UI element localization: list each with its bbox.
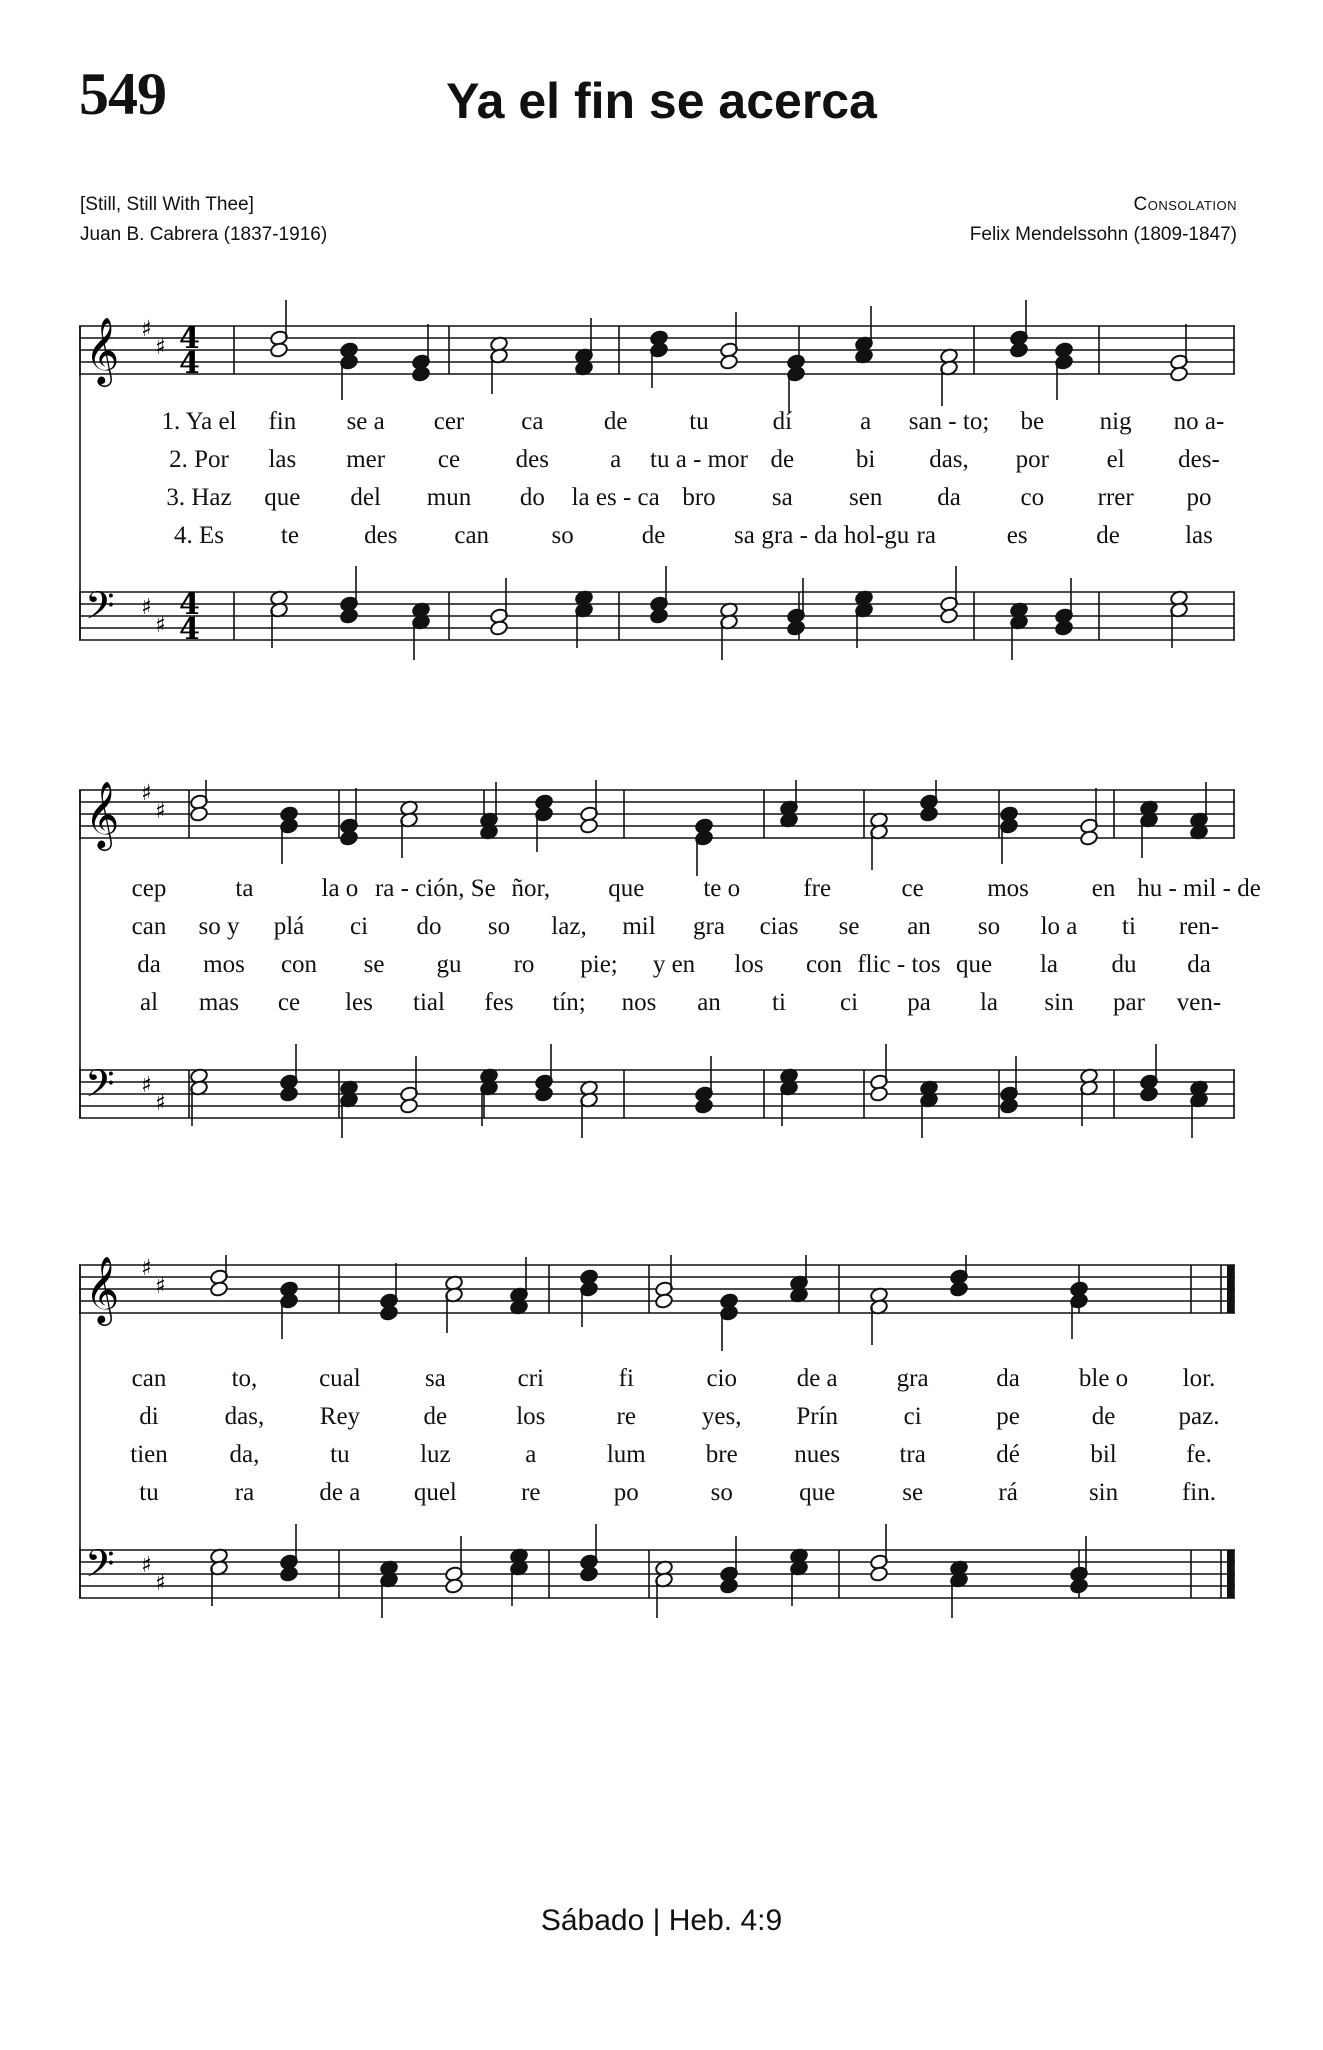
sharp-icon: ♯ bbox=[155, 613, 166, 638]
sharp-icon: ♯ bbox=[141, 781, 152, 806]
lyric-syllable: so bbox=[551, 522, 574, 549]
lyric-syllable: di bbox=[139, 1403, 159, 1430]
sharp-icon: ♯ bbox=[141, 317, 152, 342]
lyric-syllable: ti bbox=[772, 989, 786, 1016]
lyric-syllable: re bbox=[521, 1479, 541, 1506]
sharp-icon: ♯ bbox=[155, 799, 166, 824]
note-head bbox=[489, 620, 508, 637]
verse-3-line bbox=[79, 951, 1235, 987]
note-head bbox=[399, 1098, 418, 1115]
note-head bbox=[999, 1098, 1018, 1115]
note-head bbox=[1054, 620, 1073, 637]
lyric-syllable: ti bbox=[1122, 913, 1136, 940]
original-tune-title: [Still, Still With Thee] bbox=[80, 194, 254, 215]
hymn-title: Ya el fin se acerca bbox=[446, 73, 877, 129]
lyric-syllable: ñor, bbox=[511, 875, 551, 902]
lyric-syllable: les bbox=[345, 989, 373, 1016]
lyric-syllable: Prín bbox=[796, 1403, 839, 1430]
sharp-icon: ♯ bbox=[155, 1571, 166, 1596]
lyric-syllable: ren- bbox=[1178, 913, 1220, 940]
lyric-syllable: fi bbox=[618, 1365, 634, 1392]
lyric-syllable: da bbox=[1187, 951, 1211, 978]
note-head bbox=[579, 818, 598, 835]
composer-credit: Felix Mendelssohn (1809-1847) bbox=[969, 224, 1237, 245]
lyric-syllable: ce bbox=[901, 875, 924, 902]
lyric-syllable: que bbox=[955, 951, 993, 978]
lyric-syllable: des- bbox=[1178, 446, 1220, 473]
lyric-syllable: de bbox=[1091, 1403, 1116, 1430]
lyric-syllable: des bbox=[515, 446, 549, 473]
sharp-icon: ♯ bbox=[141, 595, 152, 620]
lyric-syllable: ci bbox=[839, 989, 859, 1016]
treble-clef-icon: 𝄞 bbox=[85, 1255, 120, 1323]
lyric-syllable: la o bbox=[321, 875, 359, 902]
lyric-syllable: flic - tos bbox=[857, 951, 941, 978]
lyric-syllable: ven- bbox=[1176, 989, 1222, 1016]
sharp-icon: ♯ bbox=[155, 1274, 166, 1299]
hymn-number: 549 bbox=[79, 61, 166, 127]
lyric-syllable: con bbox=[280, 951, 318, 978]
note-head bbox=[379, 1305, 398, 1322]
lyric-syllable: ta bbox=[235, 875, 254, 902]
lyric-syllable: sin bbox=[1044, 989, 1074, 1016]
note-head bbox=[939, 608, 958, 625]
lyric-syllable: a bbox=[525, 1441, 537, 1468]
music-system-2 bbox=[79, 780, 1261, 1160]
lyric-syllable: no a- bbox=[1173, 408, 1225, 435]
lyric-syllable: de bbox=[603, 408, 628, 435]
lyric-syllable: da, bbox=[229, 1441, 260, 1468]
bass-clef-icon: 𝄢 bbox=[85, 583, 115, 637]
verse-4-line bbox=[79, 989, 1235, 1025]
lyric-syllable: de bbox=[641, 522, 666, 549]
time-signature-top: 4 bbox=[179, 587, 200, 622]
sharp-icon: ♯ bbox=[141, 1073, 152, 1098]
lyric-syllable: des bbox=[364, 522, 398, 549]
verse-2-line bbox=[79, 1403, 1235, 1439]
note-head bbox=[269, 342, 288, 359]
note-head bbox=[1139, 1086, 1158, 1103]
note-head bbox=[869, 1086, 888, 1103]
note-head bbox=[339, 830, 358, 847]
lyric-syllable: tín; bbox=[552, 989, 586, 1016]
lyric-syllable: cep bbox=[131, 875, 167, 902]
lyric-syllable: quel bbox=[413, 1479, 457, 1506]
lyric-syllable: da bbox=[137, 951, 161, 978]
lyric-syllable: la bbox=[1039, 951, 1059, 978]
lyric-syllable: nues bbox=[794, 1441, 841, 1468]
note-head bbox=[1079, 830, 1098, 847]
lyric-syllable: tu bbox=[330, 1441, 350, 1468]
lyric-syllable: nos bbox=[621, 989, 657, 1016]
lyric-syllable: a bbox=[610, 446, 622, 473]
lyric-syllable: plá bbox=[273, 913, 305, 940]
lyric-syllable: hu - mil - de bbox=[1137, 875, 1261, 902]
lyric-syllable: fre bbox=[803, 875, 832, 902]
lyric-syllable: del bbox=[350, 484, 381, 511]
lyric-syllable: de a bbox=[319, 1479, 361, 1506]
final-bar-line bbox=[1227, 1550, 1234, 1598]
lyric-syllable: be bbox=[1020, 408, 1045, 435]
lyric-syllable: tu bbox=[139, 1479, 159, 1506]
note-head bbox=[444, 1578, 463, 1595]
lyric-syllable: da bbox=[996, 1365, 1020, 1392]
lyric-syllable: ci bbox=[903, 1403, 922, 1430]
lyric-syllable: so bbox=[710, 1479, 733, 1506]
verse-4-line bbox=[79, 522, 1235, 558]
lyric-syllable: tial bbox=[413, 989, 445, 1016]
lyric-syllable: sa bbox=[734, 522, 755, 549]
note-head bbox=[1009, 342, 1028, 359]
lyric-syllable: an bbox=[907, 913, 931, 940]
lyric-syllable: pa bbox=[907, 989, 931, 1016]
lyric-syllable: es bbox=[1006, 522, 1028, 549]
lyric-syllable: ra bbox=[234, 1479, 255, 1506]
note-head bbox=[719, 354, 738, 371]
lyric-syllable: laz, bbox=[551, 913, 587, 940]
lyric-syllable: ra bbox=[916, 522, 936, 549]
verse-3-line bbox=[79, 1441, 1235, 1477]
lyric-syllable: cias bbox=[759, 913, 799, 940]
note-head bbox=[279, 1566, 298, 1583]
lyric-syllable: se bbox=[363, 951, 385, 978]
lyric-syllable: so y bbox=[198, 913, 240, 940]
lyric-syllable: rá bbox=[998, 1479, 1018, 1506]
lyric-syllable: sen bbox=[848, 484, 883, 511]
lyric-syllable: fin. bbox=[1181, 1479, 1217, 1506]
credits-right bbox=[970, 190, 1237, 250]
lyric-syllable: nig bbox=[1099, 408, 1132, 435]
note-head bbox=[919, 806, 938, 823]
lyric-syllable: ra - ción, Se bbox=[374, 875, 496, 902]
lyric-syllable: luz bbox=[420, 1441, 451, 1468]
lyric-syllable: par bbox=[1113, 989, 1145, 1016]
lyric-syllable: ro bbox=[513, 951, 535, 978]
verse-2-line bbox=[79, 913, 1235, 949]
note-head bbox=[411, 366, 430, 383]
verse-1-line bbox=[79, 1365, 1235, 1401]
lyric-syllable: gra bbox=[896, 1365, 929, 1392]
lyric-syllable: lo a bbox=[1040, 913, 1078, 940]
lyric-syllable: y en bbox=[652, 951, 696, 978]
verse-1-line bbox=[79, 875, 1261, 911]
note-head bbox=[339, 608, 358, 625]
lyric-syllable: bre bbox=[705, 1441, 738, 1468]
lyric-syllable: das, bbox=[224, 1403, 265, 1430]
footer-reference: Sábado | Heb. 4:9 bbox=[540, 1904, 783, 1937]
lyric-syllable: fe. bbox=[1186, 1441, 1212, 1468]
lyric-syllable: de a bbox=[796, 1365, 838, 1392]
lyric-syllable: 1. Ya el bbox=[161, 408, 237, 435]
treble-clef-icon: 𝄞 bbox=[85, 780, 120, 848]
lyric-syllable: los bbox=[516, 1403, 546, 1430]
verse-2-line bbox=[79, 446, 1235, 482]
lyric-syllable: to, bbox=[231, 1365, 258, 1392]
lyric-syllable: so bbox=[977, 913, 1001, 940]
lyric-syllable: mos bbox=[203, 951, 245, 978]
lyric-syllable: dé bbox=[996, 1441, 1020, 1468]
lyric-syllable: la bbox=[979, 989, 999, 1016]
note-head bbox=[786, 620, 805, 637]
lyric-syllable: los bbox=[734, 951, 764, 978]
note-head bbox=[949, 1281, 968, 1298]
lyric-syllable: cer bbox=[433, 408, 465, 435]
bass-clef-icon: 𝄢 bbox=[85, 1061, 115, 1115]
note-head bbox=[279, 1086, 298, 1103]
lyric-syllable: co bbox=[1020, 484, 1045, 511]
lyric-syllable: fin bbox=[268, 408, 297, 435]
lyric-syllable: can bbox=[131, 913, 167, 940]
lyric-syllable: po bbox=[613, 1479, 639, 1506]
bass-clef-icon: 𝄢 bbox=[85, 1541, 115, 1595]
lyric-syllable: te o bbox=[703, 875, 741, 902]
lyric-syllable: se bbox=[902, 1479, 924, 1506]
lyric-syllable: cio bbox=[706, 1365, 737, 1392]
treble-clef-icon: 𝄞 bbox=[85, 316, 120, 384]
lyric-syllable: bi bbox=[855, 446, 876, 473]
sharp-icon: ♯ bbox=[141, 1256, 152, 1281]
note-head bbox=[719, 1578, 738, 1595]
lyric-syllable: cual bbox=[319, 1365, 361, 1392]
lyric-syllable: yes, bbox=[701, 1403, 742, 1430]
lyric-syllable: dí bbox=[772, 408, 793, 435]
lyric-syllable: que bbox=[608, 875, 645, 902]
lyric-syllable: sin bbox=[1088, 1479, 1119, 1506]
sharp-icon: ♯ bbox=[155, 1091, 166, 1116]
lyric-syllable: a bbox=[860, 408, 872, 435]
lyric-syllable: se bbox=[838, 913, 860, 940]
lyric-syllable: rrer bbox=[1097, 484, 1134, 511]
lyric-syllable: las bbox=[1185, 522, 1213, 549]
lyric-syllable: sa bbox=[424, 1365, 446, 1392]
lyric-syllable: an bbox=[697, 989, 721, 1016]
note-head bbox=[534, 1086, 553, 1103]
lyric-syllable: da bbox=[937, 484, 961, 511]
lyric-syllable: ble o bbox=[1078, 1365, 1129, 1392]
lyric-syllable: tien bbox=[130, 1441, 168, 1468]
lyric-syllable: mun bbox=[426, 484, 472, 511]
lyric-syllable: fes bbox=[484, 989, 514, 1016]
lyric-syllable: ce bbox=[437, 446, 461, 473]
lyric-syllable: tu a - mor bbox=[650, 446, 748, 473]
lyric-syllable: so bbox=[487, 913, 511, 940]
lyric-syllable: can bbox=[454, 522, 490, 549]
author-credit: Juan B. Cabrera (1837-1916) bbox=[80, 224, 328, 245]
lyric-syllable: 2. Por bbox=[169, 446, 229, 473]
music-system-3 bbox=[79, 1255, 1235, 1655]
lyric-syllable: mil bbox=[622, 913, 656, 940]
lyric-syllable: por bbox=[1015, 446, 1049, 473]
lyric-syllable: 4. Es bbox=[174, 522, 224, 549]
music-system-1 bbox=[79, 300, 1235, 670]
final-bar-line bbox=[1227, 1265, 1234, 1313]
lyric-syllable: de bbox=[423, 1403, 448, 1430]
lyric-syllable: al bbox=[139, 989, 159, 1016]
sharp-icon: ♯ bbox=[141, 1553, 152, 1578]
lyric-syllable: lor. bbox=[1182, 1365, 1216, 1392]
lyric-syllable: san - to; bbox=[908, 408, 990, 435]
time-signature-bottom: 4 bbox=[179, 612, 200, 647]
lyric-syllable: paz. bbox=[1178, 1403, 1220, 1430]
lyric-syllable: bro bbox=[682, 484, 716, 511]
lyric-syllable: gra - da hol-gu bbox=[761, 522, 910, 549]
tune-name: Consolation bbox=[1133, 194, 1237, 215]
lyric-syllable: mos bbox=[987, 875, 1029, 902]
lyric-syllable: Rey bbox=[319, 1403, 361, 1430]
note-head bbox=[649, 608, 668, 625]
note-head bbox=[694, 1098, 713, 1115]
lyric-syllable: re bbox=[616, 1403, 636, 1430]
lyric-syllable: can bbox=[131, 1365, 167, 1392]
lyric-syllable: tra bbox=[899, 1441, 926, 1468]
lyric-syllable: con bbox=[805, 951, 843, 978]
lyric-syllable: do bbox=[416, 913, 442, 940]
lyric-syllable: ci bbox=[349, 913, 369, 940]
note-head bbox=[209, 1281, 228, 1298]
lyric-syllable: de bbox=[1096, 522, 1120, 549]
lyric-syllable: po bbox=[1186, 484, 1212, 511]
lyric-syllable: cri bbox=[517, 1365, 544, 1392]
lyric-syllable: el bbox=[1106, 446, 1125, 473]
lyric-syllable: sa bbox=[771, 484, 793, 511]
time-signature-bottom: 4 bbox=[179, 346, 200, 381]
lyric-syllable: 3. Haz bbox=[166, 484, 232, 511]
note-head bbox=[654, 1293, 673, 1310]
lyric-syllable: du bbox=[1111, 951, 1137, 978]
note-head bbox=[189, 806, 208, 823]
lyric-syllable: la es - ca bbox=[571, 484, 660, 511]
lyric-syllable: gu bbox=[436, 951, 462, 978]
note-head bbox=[1069, 1578, 1088, 1595]
lyric-syllable: te bbox=[280, 522, 299, 549]
lyric-syllable: en bbox=[1091, 875, 1116, 902]
lyric-syllable: que bbox=[799, 1479, 836, 1506]
lyric-syllable: que bbox=[264, 484, 301, 511]
time-signature-top: 4 bbox=[179, 321, 200, 356]
verse-1-line bbox=[79, 408, 1235, 444]
lyric-syllable: mer bbox=[346, 446, 386, 473]
note-head bbox=[579, 1566, 598, 1583]
verse-4-line bbox=[79, 1479, 1235, 1515]
sharp-icon: ♯ bbox=[155, 335, 166, 360]
verse-3-line bbox=[79, 484, 1235, 520]
lyric-syllable: ca bbox=[521, 408, 544, 435]
lyric-syllable: pe bbox=[996, 1403, 1020, 1430]
note-head bbox=[1169, 366, 1188, 383]
note-head bbox=[869, 1566, 888, 1583]
lyric-syllable: do bbox=[519, 484, 545, 511]
credits-left bbox=[80, 190, 327, 250]
lyric-syllable: tu bbox=[689, 408, 709, 435]
lyric-syllable: bil bbox=[1090, 1441, 1117, 1468]
lyric-syllable: se a bbox=[346, 408, 385, 435]
lyric-syllable: las bbox=[268, 446, 297, 473]
lyric-syllable: mas bbox=[198, 989, 240, 1016]
lyric-syllable: ce bbox=[277, 989, 301, 1016]
lyric-syllable: lum bbox=[606, 1441, 646, 1468]
lyric-syllable: das, bbox=[929, 446, 969, 473]
lyric-syllable: gra bbox=[693, 913, 725, 940]
lyric-syllable: pie; bbox=[580, 951, 618, 978]
lyric-syllable: de bbox=[770, 446, 795, 473]
